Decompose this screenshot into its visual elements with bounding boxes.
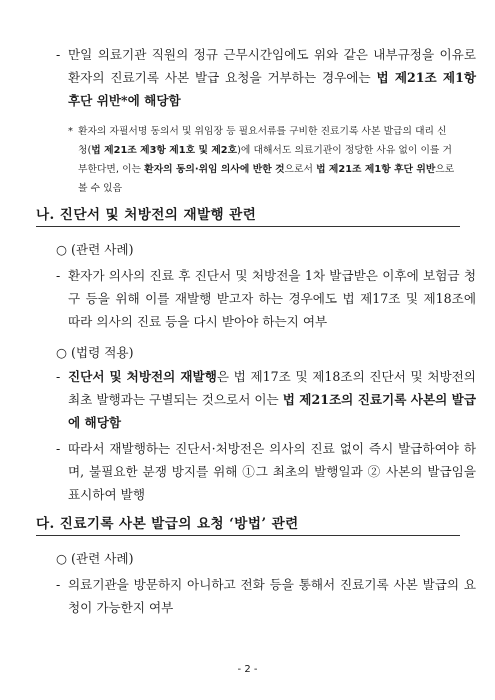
section-heading-underline [36,226,460,227]
footnote-text: 으로 볼 수 있음 [78,164,455,194]
section-heading-reissue: 나. 진단서 및 처방전의 재발행 관련 [36,207,257,223]
law-application-item-1 [56,365,476,434]
footnote-marker: * [68,126,73,137]
footnote-text: )에 대해서도 의료기관이 정당한 사유 없이 이를 거부한다면, 이는 [78,145,452,175]
footnote-emphasis: 환자의 동의·위임 의사에 반한 것 [144,164,285,175]
paragraph-text: 의료기관을 방문하지 아니하고 전화 등을 통해서 진료기록 사본 발급의 요청이 가능한지 여부 [68,577,476,615]
dash-marker: - [56,47,61,62]
paragraph-text: 은 법 제17조 및 제18조의 진단서 및 처방전의 최초 발행과는 구별되는 것으로서 이는 [68,369,476,407]
footnote-emphasis: 법 제21조 제1항 후단 위반 [316,164,436,175]
law-application-label: ○ (법령 적용) [56,345,134,360]
dash-marker: - [56,441,61,456]
case-description [56,573,476,619]
footnote-emphasis: 법 제21조 제3항 제1호 및 제2호 [91,145,238,156]
case-label: ○ (관련 사례) [56,242,134,257]
footnote-text: 환자의 자필서명 동의서 및 위임장 등 필요서류를 구비한 진료기록 사본 발급의 대리 신청( [78,126,447,156]
footnote-text: 으로서 [284,164,317,175]
section-heading-request-method: 다. 진료기록 사본 발급의 요청 ‘방법’ 관련 [36,516,299,532]
dash-marker: - [56,577,61,592]
paragraph-text: 환자가 의사의 진료 후 진단서 및 처방전을 1차 발급받은 이후에 보험금 청구 등을 위해 이를 재발행 받고자 하는 경우에도 법 제17조 및 제18조에 따라 의사의 진료 등을 다시 받아야 하는지 여부 [68,268,476,329]
case-label: ○ (관련 사례) [56,551,134,566]
footnote [68,122,456,198]
section-heading-underline [36,535,460,536]
paragraph-refusal-violation [56,43,476,112]
page-number: - 2 - [237,664,258,675]
paragraph-emphasis: 법 제21조의 진료기록 사본의 발급에 해당함 [68,392,476,430]
law-application-item-2 [56,437,476,506]
paragraph-text: 만일 의료기관 직원의 정규 근무시간임에도 위와 같은 내부규정을 이유로 환자의 진료기록 사본 발급 요청을 거부하는 경우에는 [68,47,476,85]
paragraph-emphasis: 진단서 및 처방전의 재발행 [68,369,217,384]
dash-marker: - [56,369,61,384]
dash-marker: - [56,268,61,283]
paragraph-text: 따라서 재발행하는 진단서·처방전은 의사의 진료 없이 즉시 발급하여야 하며, 불필요한 분쟁 방지를 위해 ①그 최초의 발행일과 ② 사본의 발급임을 표시하여 발행 [68,441,476,502]
case-description [56,264,476,333]
paragraph-emphasis: 법 제21조 제1항 후단 위반*에 해당함 [68,70,476,108]
